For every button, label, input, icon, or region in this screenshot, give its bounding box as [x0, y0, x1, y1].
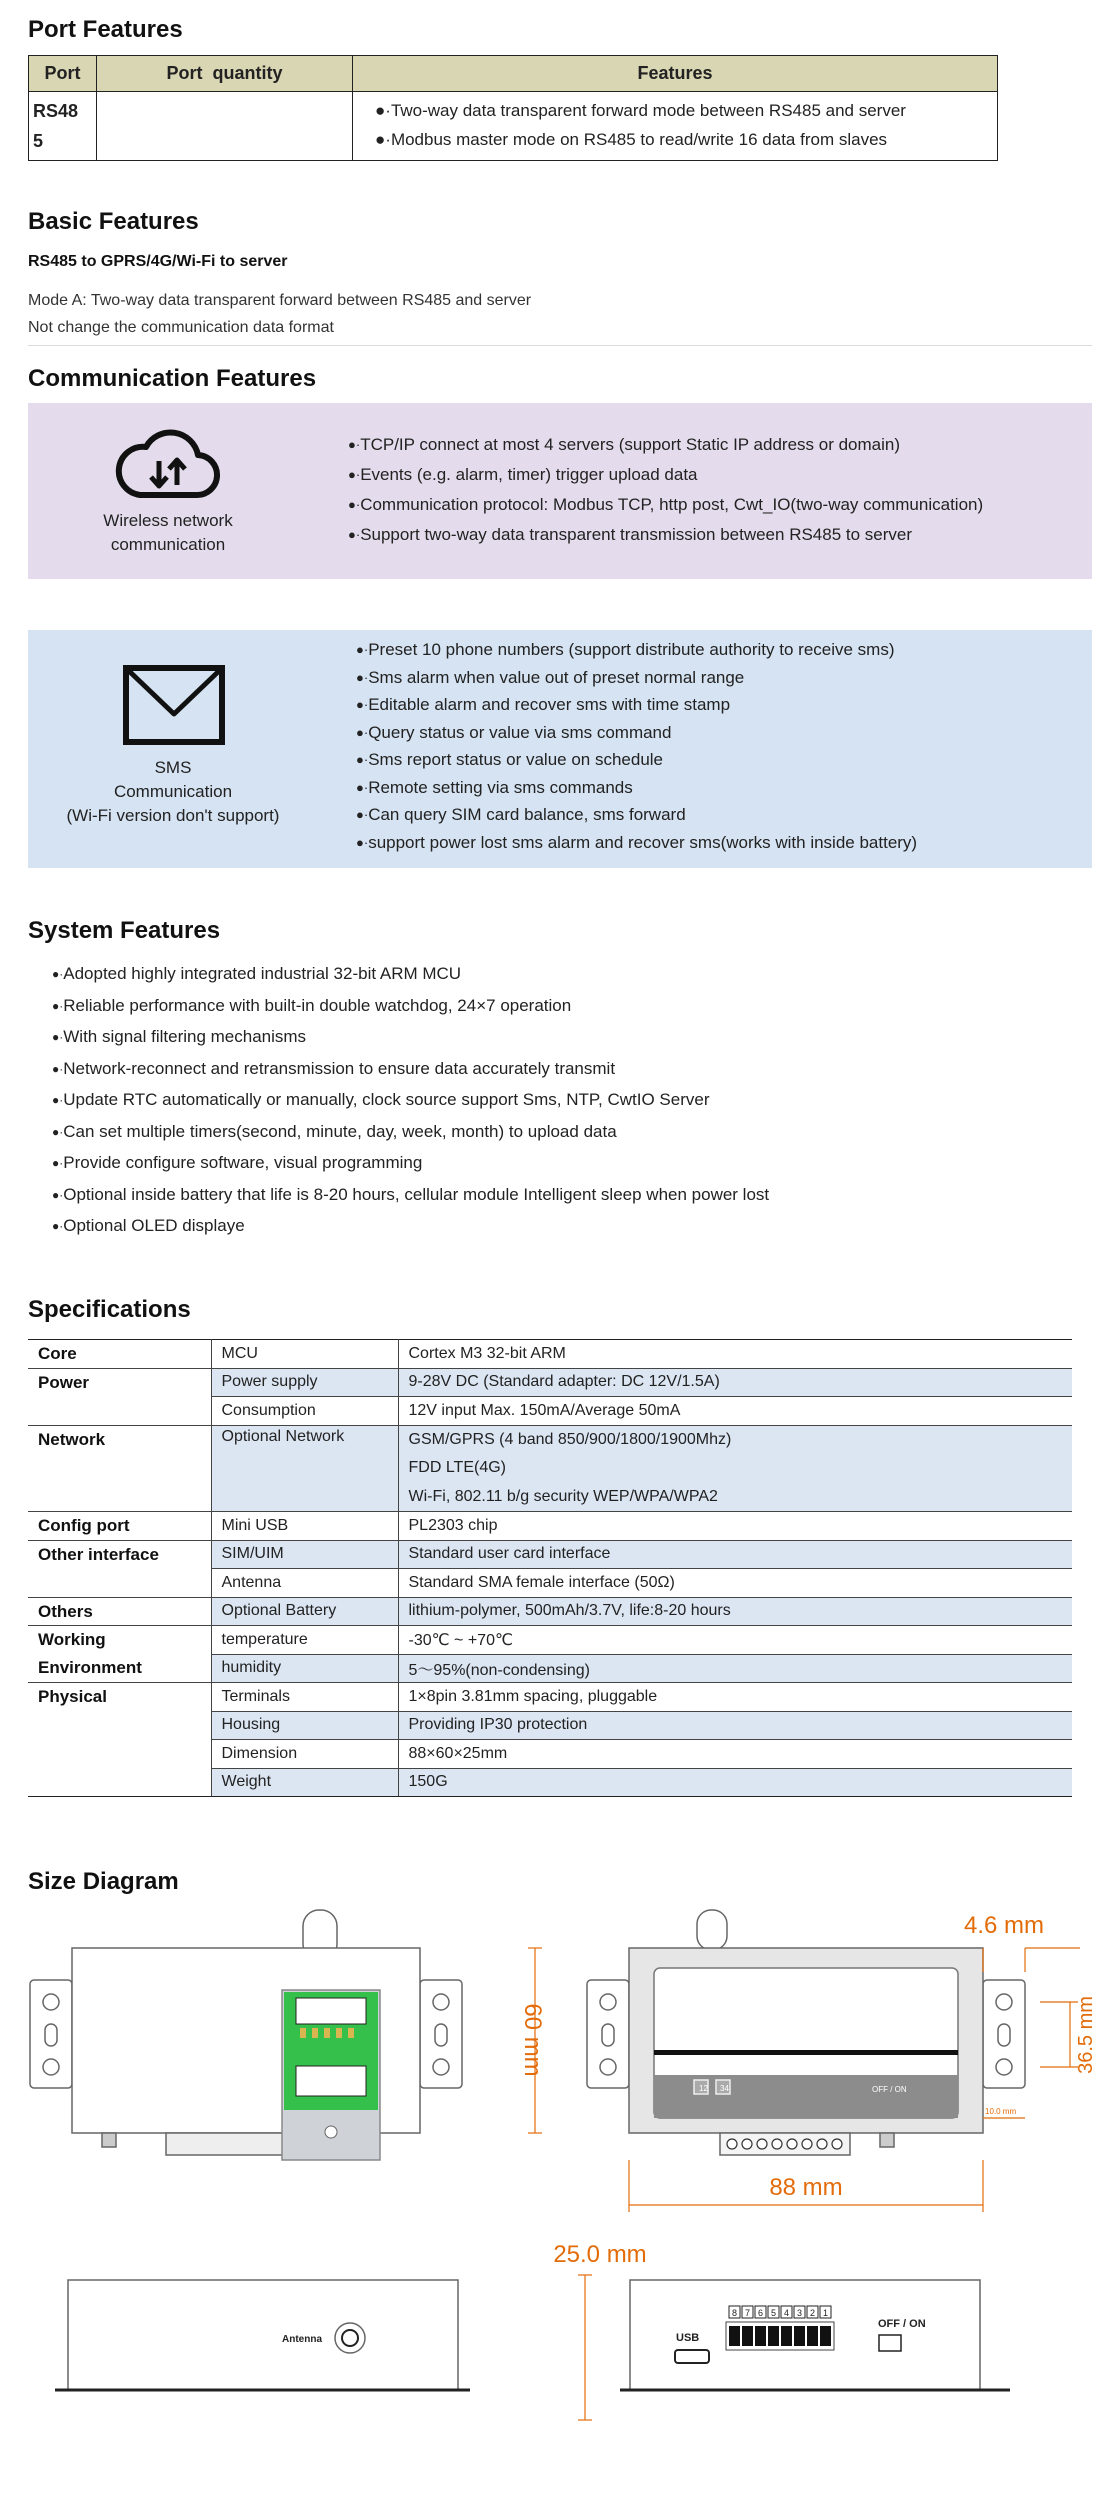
antenna-label: Antenna — [282, 2334, 322, 2345]
spec-category — [28, 1626, 211, 1683]
divider — [28, 345, 1092, 346]
terminal-pin — [742, 2326, 753, 2346]
usb-label: USB — [676, 2332, 700, 2344]
terminal-pin-number: 7 — [744, 2308, 751, 2318]
wireless-feature-list — [348, 430, 983, 550]
system-features-title: System Features — [28, 917, 221, 944]
sms-caption-line2: Communication — [113, 782, 233, 801]
size-diagram — [0, 1880, 1112, 2500]
spec-label: temperature — [211, 1626, 398, 1655]
spec-category: Config port — [28, 1512, 211, 1541]
terminal-pin — [794, 2326, 805, 2346]
port-name-line1: RS48 — [33, 101, 79, 121]
spec-value: 9-28V DC (Standard adapter: DC 12V/1.5A) — [398, 1368, 1072, 1397]
port-table-header — [29, 56, 998, 92]
communication-features-title: Communication Features — [28, 365, 317, 392]
list-item: ●· Editable alarm and recover sms with time stamp — [356, 691, 917, 719]
spec-value: lithium-polymer, 500mAh/3.7V, life:8-20 hours — [398, 1597, 1072, 1626]
port-header: Port — [29, 56, 97, 92]
port-table — [28, 55, 998, 161]
wireless-panel — [28, 403, 1092, 579]
terminal-pin-number: 5 — [770, 2308, 777, 2318]
sim-card-holder — [282, 1990, 380, 2160]
terminal-pin-number: 6 — [757, 2308, 764, 2318]
table-row — [28, 1540, 1072, 1569]
table-row — [28, 1626, 1072, 1655]
dim-width-label: 88 mm — [769, 2174, 843, 2201]
spec-label: Weight — [211, 1768, 398, 1797]
spec-value: Standard SMA female interface (50Ω) — [398, 1569, 1072, 1598]
list-item: ●· support power lost sms alarm and recover sms(works with inside battery) — [356, 829, 917, 857]
device-front-view — [587, 1910, 1025, 2155]
spec-label: MCU — [211, 1340, 398, 1369]
port-name-line2: 5 — [33, 131, 44, 151]
spec-label: Mini USB — [211, 1512, 398, 1541]
basic-features-line2: Not change the communication data format — [28, 319, 334, 336]
wireless-caption-line1: Wireless network — [103, 511, 233, 530]
envelope-icon — [122, 664, 226, 746]
features-header: Features — [353, 56, 998, 92]
basic-features-subtitle: RS485 to GPRS/4G/Wi-Fi to server — [28, 253, 288, 270]
list-item: ●· Network-reconnect and retransmission to ensure data accurately transmit — [52, 1053, 769, 1085]
env-cat-line2: Environment — [38, 1658, 142, 1677]
device-side-antenna-view — [55, 2280, 470, 2390]
basic-features-line1: Mode A: Two-way data transparent forward between RS485 and server — [28, 292, 532, 309]
size-diagram-title: Size Diagram — [28, 1868, 179, 1895]
basic-features-title: Basic Features — [28, 208, 199, 235]
spec-label: Optional Network — [211, 1425, 398, 1512]
sms-caption-line1: SMS — [154, 758, 192, 777]
list-item: ●· Support two-way data transparent transmission between RS485 to server — [348, 520, 983, 550]
list-item: ●· Sms report status or value on schedule — [356, 746, 917, 774]
spec-table — [28, 1339, 1072, 1797]
port-quantity — [97, 92, 353, 161]
front-switch-digits-b: 34 — [720, 2084, 729, 2093]
list-item: ●· Events (e.g. alarm, timer) trigger upload data — [348, 460, 983, 490]
list-item: ●· Reliable performance with built-in double watchdog, 24×7 operation — [52, 990, 769, 1022]
table-row — [28, 1340, 1072, 1369]
switch-label: OFF / ON — [872, 2085, 907, 2094]
list-item: ●· Adopted highly integrated industrial 32-bit ARM MCU — [52, 958, 769, 990]
port-quantity-header: Port quantity — [97, 56, 353, 92]
table-row — [28, 1425, 1072, 1512]
spec-label: Antenna — [211, 1569, 398, 1598]
network-lte: FDD LTE(4G) — [408, 1459, 506, 1476]
spec-value: -30℃ ~ +70℃ — [398, 1626, 1072, 1655]
terminal-pin — [729, 2326, 740, 2346]
terminal-pin-number: 3 — [796, 2308, 803, 2318]
side-switch-label: OFF / ON — [878, 2318, 926, 2330]
spec-value: 150G — [398, 1768, 1072, 1797]
spec-label: Dimension — [211, 1740, 398, 1769]
system-feature-list — [52, 958, 769, 1242]
sms-caption — [28, 756, 318, 828]
spec-category: Network — [28, 1425, 211, 1512]
spec-value: Providing IP30 protection — [398, 1711, 1072, 1740]
spec-value: 12V input Max. 150mA/Average 50mA — [398, 1397, 1072, 1426]
spec-label: humidity — [211, 1654, 398, 1683]
list-item: ●· Update RTC automatically or manually, clock source support Sms, NTP, CwtIO Server — [52, 1084, 769, 1116]
list-item: ●· With signal filtering mechanisms — [52, 1021, 769, 1053]
spec-category: Power — [28, 1368, 211, 1425]
port-name — [29, 92, 97, 161]
network-wifi: Wi-Fi, 802.11 b/g security WEP/WPA/WPA2 — [408, 1487, 718, 1505]
spec-category: Other interface — [28, 1540, 211, 1597]
env-cat-line1: Working — [38, 1630, 106, 1649]
list-item: ●· Remote setting via sms commands — [356, 774, 917, 802]
spec-value: 5～95%(non-condensing) — [398, 1654, 1072, 1683]
front-switch-digits-a: 12 — [699, 2084, 708, 2093]
dim-small-label: 10.0 mm — [985, 2107, 1017, 2116]
terminal-pin — [768, 2326, 779, 2346]
list-item: ●· Query status or value via sms command — [356, 719, 917, 747]
table-row — [28, 1683, 1072, 1712]
list-item: ●· Can query SIM card balance, sms forward — [356, 801, 917, 829]
sms-caption-line3: (Wi-Fi version don't support) — [66, 806, 280, 825]
spec-label: SIM/UIM — [211, 1540, 398, 1569]
terminal-pin-number: 8 — [731, 2308, 738, 2318]
spec-label: Optional Battery — [211, 1597, 398, 1626]
list-item: ●·Two-way data transparent forward mode between RS485 and server — [375, 101, 906, 120]
spec-label: Terminals — [211, 1683, 398, 1712]
terminal-pin — [781, 2326, 792, 2346]
table-row — [28, 1368, 1072, 1397]
spec-category: Core — [28, 1340, 211, 1369]
cloud-upload-download-icon — [112, 425, 222, 505]
terminal-pin — [755, 2326, 766, 2346]
list-item: ●· Sms alarm when value out of preset normal range — [356, 664, 917, 692]
list-item: ●· TCP/IP connect at most 4 servers (support Static IP address or domain) — [348, 430, 983, 460]
spec-category: Physical — [28, 1683, 211, 1797]
terminal-pin-number: 2 — [809, 2308, 816, 2318]
spec-value: 88×60×25mm — [398, 1740, 1072, 1769]
spec-label: Housing — [211, 1711, 398, 1740]
network-gsm: GSM/GPRS (4 band 850/900/1800/1900Mhz) — [408, 1430, 732, 1448]
dim-ear-label: 4.6 mm — [963, 1912, 1045, 1939]
spec-value: 1×8pin 3.81mm spacing, pluggable — [398, 1683, 1072, 1712]
table-row — [28, 1597, 1072, 1626]
table-row — [28, 1512, 1072, 1541]
spec-value: Cortex M3 32-bit ARM — [398, 1340, 1072, 1369]
list-item: ●· Optional OLED displaye — [52, 1210, 769, 1242]
dim-depth-label: 25.0 mm — [553, 2241, 647, 2268]
spec-label: Consumption — [211, 1397, 398, 1426]
list-item: ●· Preset 10 phone numbers (support distribute authority to receive sms) — [356, 636, 917, 664]
spec-label: Power supply — [211, 1368, 398, 1397]
list-item: ●· Can set multiple timers(second, minute, day, week, month) to upload data — [52, 1116, 769, 1148]
wireless-caption-line2: communication — [110, 535, 226, 554]
terminal-pin — [807, 2326, 818, 2346]
specifications-title: Specifications — [28, 1296, 191, 1323]
terminal-pin — [820, 2326, 831, 2346]
device-back-view — [30, 1910, 462, 2155]
terminal-pin-number: 1 — [822, 2308, 829, 2318]
spec-category: Others — [28, 1597, 211, 1626]
sms-feature-list — [356, 636, 917, 856]
spec-value — [398, 1425, 1072, 1512]
dim-hole-label: 36.5 mm — [1075, 1996, 1097, 2074]
port-features-cell — [353, 92, 998, 161]
terminal-pin-number: 4 — [783, 2308, 790, 2318]
spec-value: PL2303 chip — [398, 1512, 1072, 1541]
port-features-title: Port Features — [28, 16, 183, 43]
table-row — [29, 92, 998, 161]
sms-panel — [28, 630, 1092, 868]
spec-value: Standard user card interface — [398, 1540, 1072, 1569]
list-item: ●· Communication protocol: Modbus TCP, http post, Cwt_IO(two-way communication) — [348, 490, 983, 520]
dim-height-label: 60 mm — [519, 2003, 546, 2077]
wireless-caption — [68, 509, 268, 557]
list-item: ●· Provide configure software, visual programming — [52, 1147, 769, 1179]
list-item: ●·Modbus master mode on RS485 to read/write 16 data from slaves — [375, 130, 888, 149]
list-item: ●· Optional inside battery that life is 8-20 hours, cellular module Intelligent sleep when power lost — [52, 1179, 769, 1211]
